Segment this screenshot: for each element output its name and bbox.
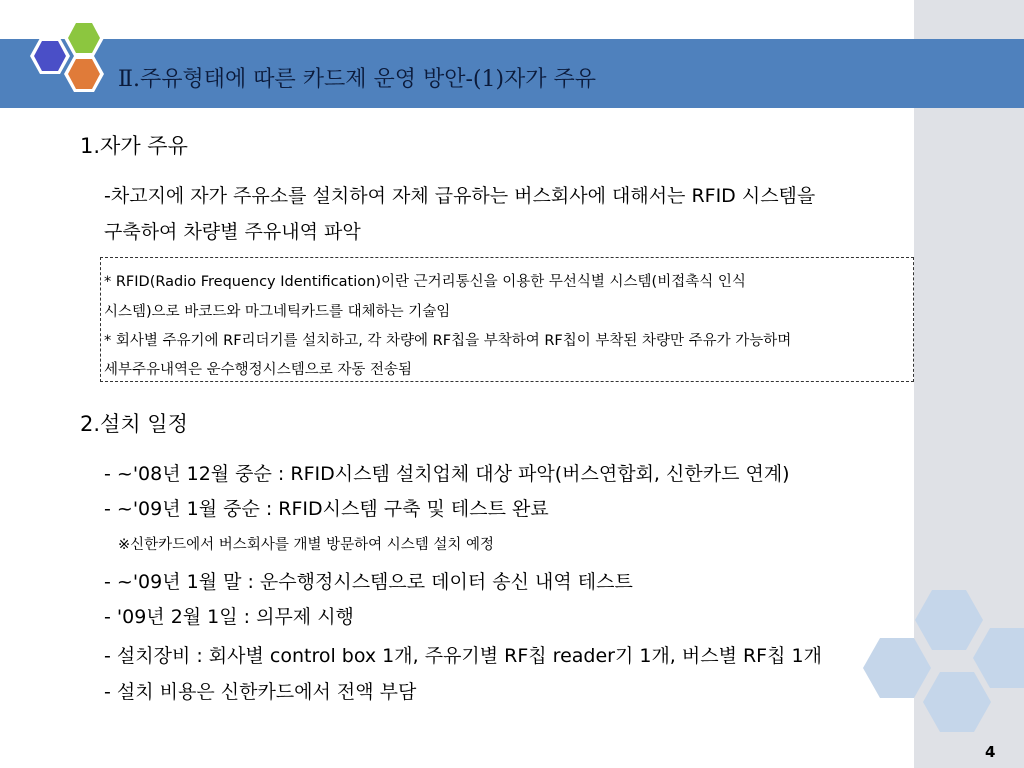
schedule-item: - '09년 2월 1일 : 의무제 시행	[104, 606, 354, 628]
section1-line1: -차고지에 자가 주유소를 설치하여 자체 급유하는 버스회사에 대해서는 RFID 시스템을	[104, 185, 816, 207]
note-line3: * 회사별 주유기에 RF리더기를 설치하고, 각 차량에 RF칩을 부착하여 RF칩이 부착된 차량만 주유가 가능하며	[104, 333, 792, 349]
schedule-note: ※신한카드에서 버스회사를 개별 방문하여 시스템 설치 예정	[118, 537, 494, 553]
slide-title: Ⅱ.주유형태에 따른 카드제 운영 방안-(1)자가 주유	[118, 67, 597, 92]
section1-line2: 구축하여 차량별 주유내역 파악	[104, 221, 361, 243]
note-line2: 시스템)으로 바코드와 마그네틱카드를 대체하는 기술임	[104, 304, 451, 320]
schedule-item: - ~'09년 1월 말 : 운수행정시스템으로 데이터 송신 내역 테스트	[104, 571, 633, 593]
decorative-hexagons-icon	[840, 590, 1024, 768]
page-number: 4	[985, 743, 996, 761]
note-line1: * RFID(Radio Frequency Identification)이란 근거리통신을 이용한 무선식별 시스템(비접촉식 인식	[104, 274, 746, 290]
equipment-item: - 설치장비 : 회사별 control box 1개, 주유기별 RF칩 reader기 1개, 버스별 RF칩 1개	[104, 645, 822, 667]
schedule-item: - ~'09년 1월 중순 : RFID시스템 구축 및 테스트 완료	[104, 498, 549, 520]
section1-heading: 1.자가 주유	[80, 134, 188, 158]
cost-item: - 설치 비용은 신한카드에서 전액 부담	[104, 681, 417, 703]
section2-heading: 2.설치 일정	[80, 412, 188, 436]
hexagon-logo-icon	[10, 20, 120, 112]
note-line4: 세부주유내역은 운수행정시스템으로 자동 전송됨	[104, 362, 412, 378]
schedule-item: - ~'08년 12월 중순 : RFID시스템 설치업체 대상 파악(버스연합회, 신한카드 연계)	[104, 463, 790, 485]
